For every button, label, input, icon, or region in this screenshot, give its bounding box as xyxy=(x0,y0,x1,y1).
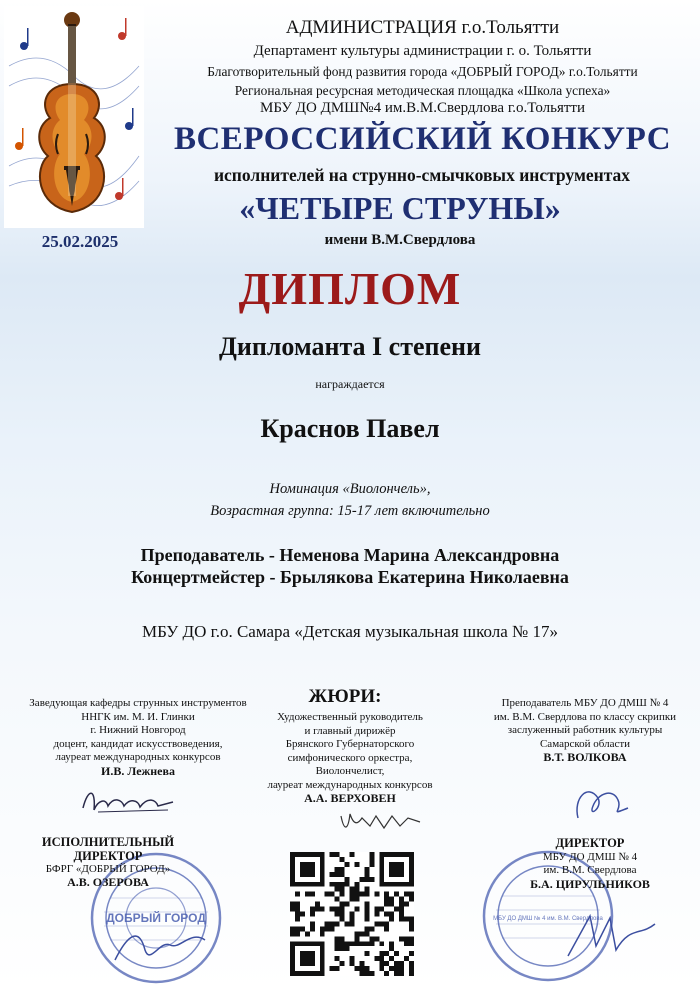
header-site: Региональная ресурсная методическая площадка «Школа успеха» xyxy=(234,83,611,98)
jury-center-line: симфонического оркестра, xyxy=(287,751,413,764)
recipient-name: Краснов Павел xyxy=(260,414,440,443)
header-fund: Благотворительный фонд развития города «ДОБРЫЙ ГОРОД» г.о.Тольятти xyxy=(207,64,638,79)
jury-left-line: ННГК им. М. И. Глинки xyxy=(81,710,195,723)
jury-right-name: В.Т. ВОЛКОВА xyxy=(543,750,627,764)
signature-right xyxy=(568,778,638,828)
age-group: Возрастная группа: 15-17 лет включительно xyxy=(210,503,490,519)
jury-left xyxy=(4,697,272,778)
header-administration: АДМИНИСТРАЦИЯ г.о.Тольятти xyxy=(285,17,560,38)
jury-center-line: лауреат международных конкурсов xyxy=(267,778,433,791)
executive-title-line1: ИСПОЛНИТЕЛЬНЫЙ xyxy=(41,835,175,849)
director-org-line2: им. В.М. Свердлова xyxy=(543,864,637,876)
header-department: Департамент культуры администрации г. о. Тольятти xyxy=(253,43,592,59)
jury-right-line: им. В.М. Свердлова по классу скрипки xyxy=(493,710,677,723)
signature-executive xyxy=(110,920,210,970)
diploma-date: 25.02.2025 xyxy=(41,232,119,251)
signature-director xyxy=(560,906,660,966)
jury-left-line: доцент, кандидат искусствоведения, xyxy=(53,737,223,750)
director-title: ДИРЕКТОР xyxy=(555,836,625,850)
jury-center-line: Виолончелист, xyxy=(315,765,385,777)
director-org-line1: МБУ ДО ДМШ № 4 xyxy=(542,851,638,863)
teacher: Преподаватель - Неменова Марина Александровна xyxy=(140,545,560,565)
jury-left-name: И.В. Лежнева xyxy=(101,763,175,778)
director-name: Б.А. ЦИРУЛЬНИКОВ xyxy=(530,877,650,891)
violin-illustration xyxy=(4,6,144,228)
contest-subtitle: исполнителей на струнно-смычковых инструментах xyxy=(213,165,631,185)
jury-center xyxy=(250,711,450,806)
jury-left-line: Заведующая кафедры струнных инструментов xyxy=(29,697,247,709)
jury-left-line: г. Нижний Новгород xyxy=(90,724,186,736)
contest-named-after: имени В.М.Свердлова xyxy=(324,232,476,248)
executive-name: А.В. ОЗЕРОВА xyxy=(67,875,149,889)
jury-title: ЖЮРИ: xyxy=(308,686,382,707)
signature-jury xyxy=(336,806,426,836)
contest-title: ВСЕРОССИЙСКИЙ КОНКУРС xyxy=(173,121,672,157)
institution: МБУ ДО г.о. Самара «Детская музыкальная школа № 17» xyxy=(141,622,559,641)
jury-right xyxy=(470,697,700,765)
executive-director xyxy=(18,835,198,890)
jury-center-name: А.А. ВЕРХОВЕН xyxy=(304,791,396,805)
seal-left-text: ДОБРЫЙ ГОРОД xyxy=(106,911,206,925)
contest-name: «ЧЕТЫРЕ СТРУНЫ» xyxy=(239,190,561,226)
diploma-degree: Дипломанта I степени xyxy=(219,332,481,361)
director xyxy=(490,836,690,892)
header-school: МБУ ДО ДМШ№4 им.В.М.Свердлова г.о.Тольятти xyxy=(259,100,585,116)
diploma-title: ДИПЛОМ xyxy=(238,263,462,314)
jury-left-line: лауреат международных конкурсов xyxy=(55,751,221,763)
jury-right-line: Самарской области xyxy=(539,737,631,750)
jury-center-line: Брянского Губернаторского xyxy=(285,738,415,750)
jury-right-line: Преподаватель МБУ ДО ДМШ № 4 xyxy=(501,697,669,709)
seal-right-text: МБУ ДО ДМШ № 4 им. В.М. Свердлова xyxy=(493,916,603,922)
accompanist: Концертмейстер - Брылякова Екатерина Николаевна xyxy=(131,567,569,587)
executive-title-line2: ДИРЕКТОР xyxy=(73,849,143,863)
jury-center-line: и главный дирижёр xyxy=(304,724,396,737)
jury-right-line: заслуженный работник культуры xyxy=(507,724,663,736)
awarded-label: награждается xyxy=(315,377,385,391)
executive-org: БФРГ «ДОБРЫЙ ГОРОД» xyxy=(45,863,171,875)
nomination: Номинация «Виолончель», xyxy=(269,481,431,497)
signature-left xyxy=(78,780,178,820)
jury-center-line: Художественный руководитель xyxy=(277,711,423,723)
qr-code[interactable] xyxy=(290,852,414,976)
